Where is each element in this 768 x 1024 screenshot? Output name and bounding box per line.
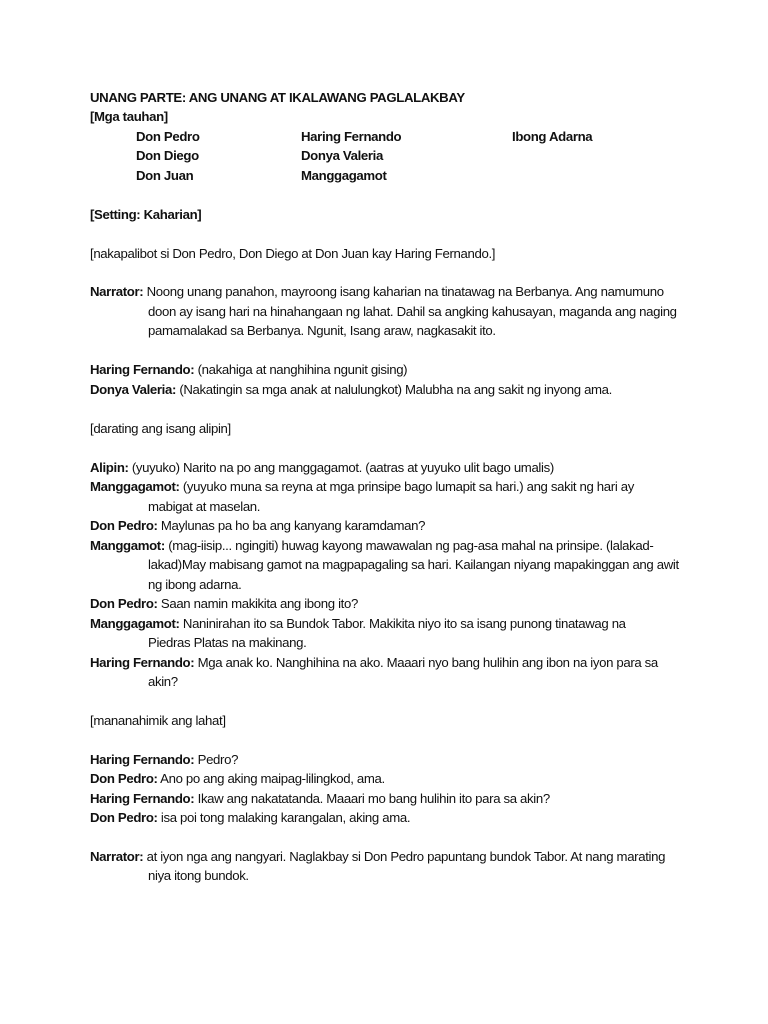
stage-direction: [mananahimik ang lahat] — [90, 713, 226, 728]
dialogue-text: Saan namin makikita ang ibong ito? — [157, 596, 358, 611]
speaker-name: Manggagamot: — [90, 616, 180, 631]
dialogue-continuation: mabigat at maselan. — [148, 499, 261, 514]
speaker-name: Narrator: — [90, 849, 144, 864]
speaker-name: Don Pedro: — [90, 518, 158, 533]
document-title: UNANG PARTE: ANG UNANG AT IKALAWANG PAGLALAKBAY — [90, 90, 465, 105]
stage-direction: [nakapalibot si Don Pedro, Don Diego at Don Juan kay Haring Fernando.] — [90, 246, 496, 261]
dialogue-line — [90, 789, 550, 809]
stage-direction: [darating ang isang alipin] — [90, 421, 231, 436]
dialogue-continuation: Piedras Platas na makinang. — [148, 635, 307, 650]
dialogue-line — [90, 536, 653, 556]
speaker-name: Haring Fernando: — [90, 655, 195, 670]
dialogue-text: at iyon nga ang nangyari. Naglakbay si Don Pedro papuntang bundok Tabor. At nang marating — [143, 849, 666, 864]
cast-member: Don Juan — [136, 168, 194, 183]
dialogue-text: (yuyuko) Narito na po ang manggagamot. (aatras at yuyuko ulit bago umalis) — [128, 460, 554, 475]
speaker-name: Manggagamot: — [90, 479, 180, 494]
dialogue-line — [90, 653, 658, 673]
dialogue-continuation: lakad)May mabisang gamot na magpapagaling sa hari. Kailangan niyang mapakinggan ang awit — [148, 557, 679, 572]
dialogue-line — [90, 458, 554, 478]
dialogue-line — [90, 380, 612, 400]
speaker-name: Manggamot: — [90, 538, 165, 553]
speaker-name: Haring Fernando: — [90, 362, 195, 377]
dialogue-text: Naninirahan ito sa Bundok Tabor. Makikita niyo ito sa isang punong tinatawag na — [179, 616, 626, 631]
dialogue-continuation: akin? — [148, 674, 178, 689]
dialogue-text: Ikaw ang nakatatanda. Maaari mo bang hulihin ito para sa akin? — [194, 791, 550, 806]
dialogue-line — [90, 750, 238, 770]
dialogue-text: Noong unang panahon, mayroong isang kaharian na tinatawag na Berbanya. Ang namumuno — [143, 284, 664, 299]
dialogue-text: Maylunas pa ho ba ang kanyang karamdaman? — [157, 518, 426, 533]
dialogue-continuation: ng ibong adarna. — [148, 577, 242, 592]
dialogue-continuation: pamamalakad sa Berbanya. Ngunit, Isang araw, nagkasakit ito. — [148, 323, 496, 338]
dialogue-line — [90, 516, 425, 536]
dialogue-line — [90, 769, 385, 789]
dialogue-line — [90, 808, 410, 828]
dialogue-text: isa poi tong malaking karangalan, aking ama. — [157, 810, 411, 825]
speaker-name: Narrator: — [90, 284, 144, 299]
speaker-name: Donya Valeria: — [90, 382, 176, 397]
cast-member: Don Pedro — [136, 129, 200, 144]
dialogue-text: Mga anak ko. Nanghihina na ako. Maaari nyo bang hulihin ang ibon na iyon para sa — [194, 655, 658, 670]
dialogue-line — [90, 282, 664, 302]
dialogue-line — [90, 847, 665, 867]
cast-member: Ibong Adarna — [512, 129, 593, 144]
cast-member: Haring Fernando — [301, 129, 402, 144]
cast-member: Don Diego — [136, 148, 199, 163]
dialogue-line — [90, 360, 407, 380]
dialogue-line — [90, 614, 626, 634]
dialogue-continuation: niya itong bundok. — [148, 868, 249, 883]
dialogue-text: (nakahiga at nanghihina ngunit gising) — [194, 362, 408, 377]
speaker-name: Don Pedro: — [90, 596, 158, 611]
dialogue-line — [90, 477, 634, 497]
cast-heading: [Mga tauhan] — [90, 109, 168, 124]
speaker-name: Haring Fernando: — [90, 752, 195, 767]
dialogue-line — [90, 594, 358, 614]
cast-member: Donya Valeria — [301, 148, 383, 163]
dialogue-continuation: doon ay isang hari na hinahangaan ng lahat. Dahil sa angking kahusayan, maganda ang naging — [148, 304, 677, 319]
cast-member: Manggagamot — [301, 168, 387, 183]
speaker-name: Don Pedro: — [90, 810, 158, 825]
speaker-name: Haring Fernando: — [90, 791, 195, 806]
dialogue-text: (yuyuko muna sa reyna at mga prinsipe bago lumapit sa hari.) ang sakit ng hari ay — [179, 479, 634, 494]
dialogue-text: (Nakatingin sa mga anak at nalulungkot) Malubha na ang sakit ng inyong ama. — [176, 382, 612, 397]
dialogue-text: Pedro? — [194, 752, 239, 767]
dialogue-text: Ano po ang aking maipag-lilingkod, ama. — [157, 771, 385, 786]
dialogue-text: (mag-iisip... ngingiti) huwag kayong mawawalan ng pag-asa mahal na prinsipe. (lalakad- — [164, 538, 654, 553]
speaker-name: Alipin: — [90, 460, 129, 475]
setting-heading: [Setting: Kaharian] — [90, 207, 202, 222]
speaker-name: Don Pedro: — [90, 771, 158, 786]
